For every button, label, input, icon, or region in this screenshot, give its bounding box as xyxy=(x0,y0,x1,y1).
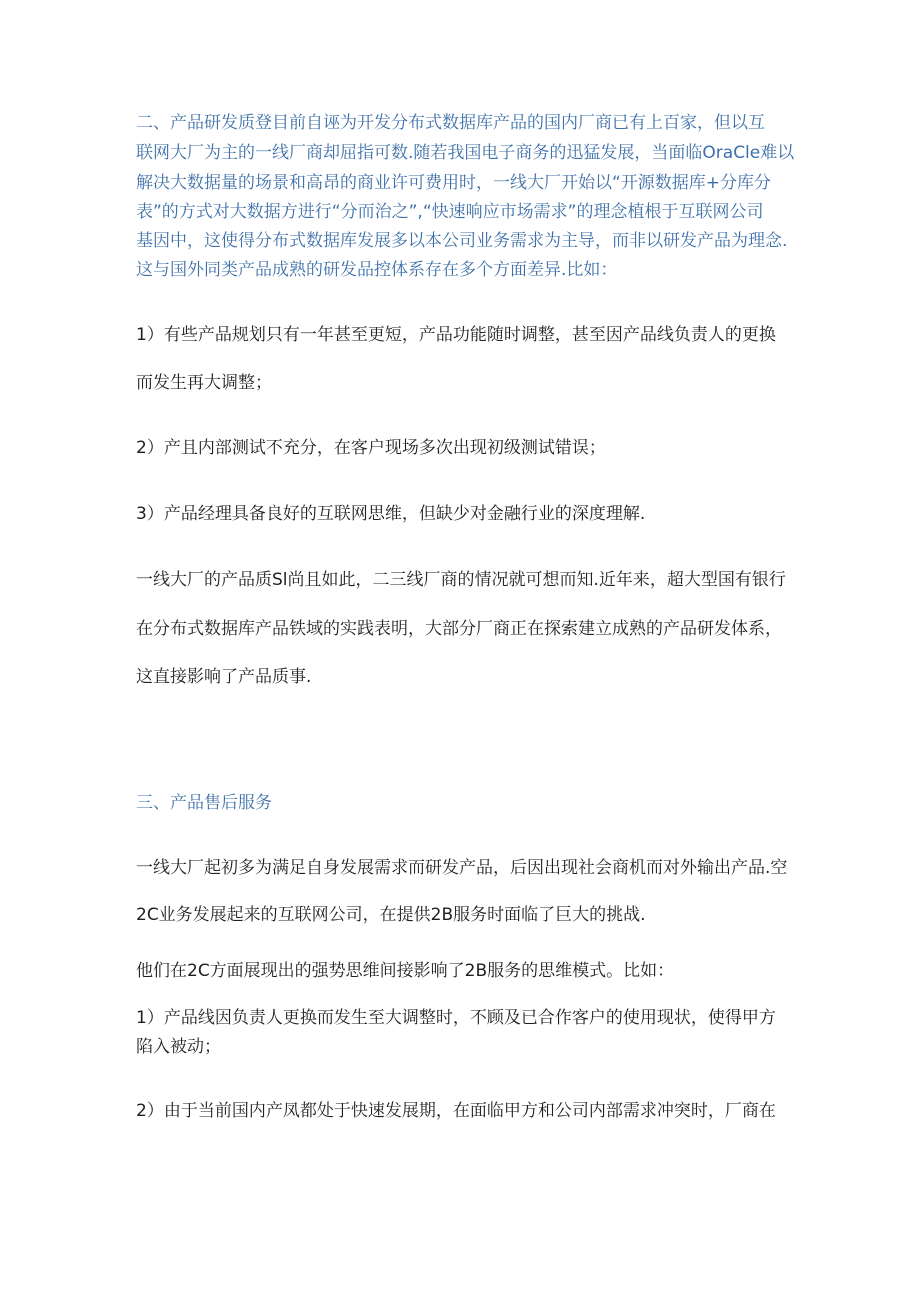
section2-intro-line-4: 表”的方式对大数据方进行“分而治之”,“快速响应市场需求”的理念植根于互联网公司 xyxy=(136,202,764,222)
section3-item-1-line-1: 1）产品线因负责人更换而发生至大调整时，不顾及已合作客户的使用现状，使得甲方 xyxy=(136,1008,776,1028)
section2-intro-line-5: 基因中，这使得分布式数据库发展多以本公司业务需求为主导，而非以研发产品为理念. xyxy=(136,231,788,251)
section3-p1-line-2: 2C业务发展起来的互联网公司，在提供2B服务时面临了巨大的挑战. xyxy=(136,905,646,925)
section3-item-2: 2）由于当前国内产凤都处于快速发展期，在面临甲方和公司内部需求冲突时，厂商在 xyxy=(136,1101,776,1121)
section2-item-2: 2）产且内部测试不充分，在客户现场多次出现初级测试错误； xyxy=(136,438,606,458)
section2-item-1-line-2: 而发生再大调整； xyxy=(136,373,272,393)
section2-para-line-1: 一线大厂的产品质Sl尚且如此，二三线厂商的情况就可想而知.近年来，超大型国有银行 xyxy=(136,570,786,590)
section3-item-1-line-2: 陷入被动； xyxy=(136,1037,221,1057)
section2-item-1-line-1: 1）有些产品规划只有一年甚至更短，产品功能随时调整，甚至因产品线负责人的更换 xyxy=(136,325,776,345)
section3-p1-line-1: 一线大厂起初多为满足自身发展需求而研发产品，后因出现社会商机而对外输出产品.空 xyxy=(136,858,788,878)
section2-intro-line-6: 这与国外同类产品成熟的研发品控体系存在多个方面差异.比如： xyxy=(136,260,618,280)
section3-heading: 三、产品售后服务 xyxy=(136,793,272,813)
section2-para-line-2: 在分布式数据库产品铁域的实践表明，大部分厂商正在探索建立成熟的产品研发体系， xyxy=(136,619,782,639)
section3-p2: 他们在2C方面展现出的强势思维间接影响了2B服务的思维模式。比如： xyxy=(136,961,675,981)
section2-intro-line-2: 联网大厂为主的一线厂商却屈指可数.随若我国电子商务的迅猛发展，当面临OraCle难以 xyxy=(136,143,795,163)
section2-intro-line-3: 解决大数据量的场景和高昂的商业许可费用时，一线大厂开始以“开源数据库+分库分 xyxy=(136,173,772,193)
section2-para-line-3: 这直接影响了产品质事. xyxy=(136,667,312,687)
section2-item-3: 3）产品经理具备良好的互联网思维，但缺少对金融行业的深度理解. xyxy=(136,504,646,524)
section2-intro-line-1: 二、产品研发质登目前自诬为开发分布式数据库产品的国内厂商已有上百家，但以互 xyxy=(136,113,765,133)
